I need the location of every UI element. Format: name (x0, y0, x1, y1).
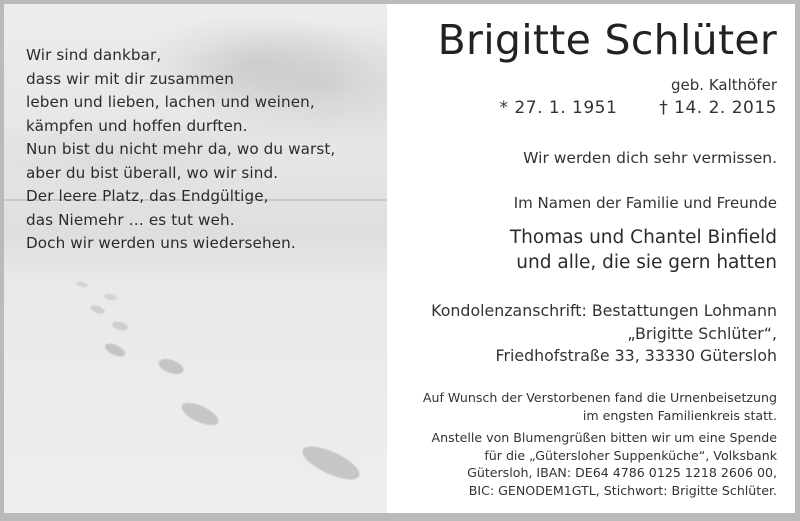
poem-line: dass wir mit dir zusammen (26, 69, 234, 88)
donation-line: Anstelle von Blumengrüßen bitten wir um eine Spende (431, 430, 777, 445)
footprint-icon (103, 341, 127, 359)
death-date: † 14. 2. 2015 (659, 98, 777, 118)
donation-request (432, 429, 777, 499)
address-line: „Brigitte Schlüter“, (627, 323, 777, 343)
donation-line: für die „Gütersloher Suppenküche“, Volksbank (484, 447, 777, 463)
footprint-icon (89, 304, 105, 316)
farewell-message: Wir werden dich sehr vermissen. (523, 149, 777, 167)
poem-line: das Niemehr … es tut weh. (26, 210, 235, 229)
poem-line: Wir sind dankbar, (26, 46, 162, 64)
deceased-name: Brigitte Schlüter (437, 16, 777, 64)
notice-line: im engsten Familienkreis statt. (582, 407, 777, 423)
donation-line: Gütersloh, IBAN: DE64 4786 0125 1218 2606 00, (467, 465, 777, 480)
footprint-icon (178, 398, 221, 429)
family-names (510, 225, 777, 275)
obituary-card (4, 4, 795, 513)
family-line: Thomas und Chantel Binfield (509, 227, 777, 248)
family-line: und alle, die sie gern hatten (516, 252, 777, 273)
footprint-icon (298, 440, 363, 486)
address-line: Friedhofstraße 33, 33330 Gütersloh (495, 346, 777, 365)
poem-line: kämpfen und hoffen durften. (26, 116, 248, 135)
poem-line: Der leere Platz, das Endgültige, (26, 187, 269, 205)
donation-line: BIC: GENODEM1GTL, Stichwort: Brigitte Schlüter. (468, 482, 777, 498)
poem-line: leben und lieben, lachen und weinen, (26, 93, 315, 111)
condolence-address (431, 300, 777, 368)
footprint-icon (157, 356, 186, 377)
poem-line: Doch wir werden uns wiedersehen. (26, 234, 296, 252)
footprint-icon (111, 320, 129, 332)
footprint-icon (104, 293, 118, 301)
address-line: Kondolenzanschrift: Bestattungen Lohmann (431, 301, 777, 320)
burial-notice (423, 389, 777, 424)
on-behalf-line: Im Namen der Familie und Freunde (513, 194, 777, 212)
poem-line: Nun bist du nicht mehr da, wo du warst, (26, 140, 336, 158)
poem (26, 44, 335, 256)
obituary-text (387, 4, 777, 513)
life-dates (500, 98, 777, 118)
maiden-name: geb. Kalthöfer (671, 76, 777, 94)
footprint-icon (76, 281, 89, 289)
notice-line: Auf Wunsch der Verstorbenen fand die Urnenbeisetzung (422, 390, 777, 405)
birth-date: * 27. 1. 1951 (499, 98, 618, 118)
poem-line: aber du bist überall, wo wir sind. (26, 163, 279, 182)
footprints-photo (4, 4, 387, 513)
